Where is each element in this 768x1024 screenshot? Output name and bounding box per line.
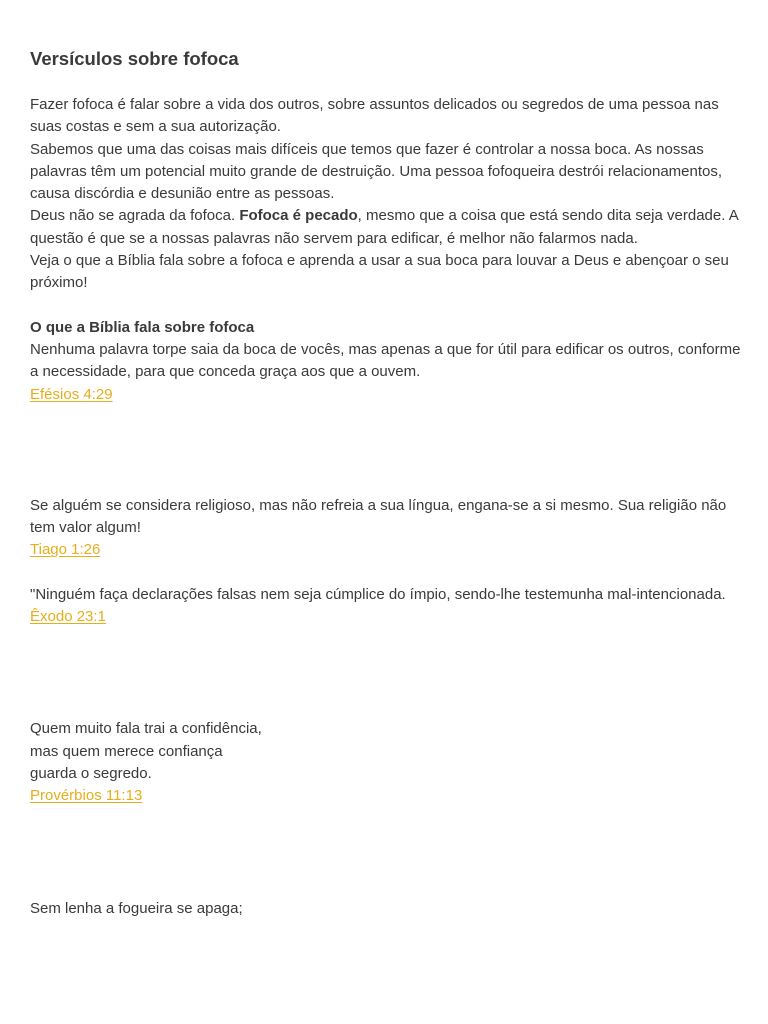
verse-reference-link[interactable]: Êxodo 23:1 — [30, 608, 106, 626]
verse-reference-link[interactable]: Tiago 1:26 — [30, 541, 101, 559]
spacer — [30, 808, 742, 898]
intro-paragraph-3 — [30, 205, 742, 250]
spacer — [30, 295, 742, 317]
verse-text: "Ninguém faça declarações falsas nem seja cúmplice do ímpio, sendo-lhe testemunha mal-intencionada. — [30, 585, 726, 603]
section-heading: O que a Bíblia fala sobre fofoca — [30, 318, 255, 336]
intro-section — [30, 94, 742, 295]
verse-line: mas quem merece confiança — [30, 742, 223, 760]
verse-block-1 — [30, 317, 742, 406]
page-title: Versículos sobre fofoca — [30, 48, 239, 69]
verse-line: Quem muito fala trai a confidência, — [30, 720, 262, 738]
spacer — [30, 628, 742, 718]
intro-paragraph-1: Fazer fofoca é falar sobre a vida dos outros, sobre assuntos delicados ou segredos de uma pessoa nas suas costas e sem a sua autorização. — [30, 96, 719, 136]
spacer — [30, 406, 742, 495]
verse-block-4 — [30, 718, 742, 807]
verse-text: Se alguém se considera religioso, mas não refreia a sua língua, engana-se a si mesmo. Sua religião não tem valor algum! — [30, 496, 727, 537]
verse-line: Sem lenha a fogueira se apaga; — [30, 899, 243, 917]
intro-paragraph-3-bold: Fofoca é pecado — [239, 207, 358, 225]
intro-paragraph-3-prefix: Deus não se agrada da fofoca. — [30, 207, 240, 225]
verse-block-2 — [30, 495, 742, 562]
verse-text: Nenhuma palavra torpe saia da boca de vocês, mas apenas a que for útil para edificar os outros, conforme a necessidade, para que conceda graça aos que a ouvem. — [30, 340, 741, 381]
spacer — [30, 562, 742, 584]
intro-paragraph-4: Veja o que a Bíblia fala sobre a fofoca e aprenda a usar a sua boca para louvar a Deus e abençoar o seu próximo! — [30, 252, 729, 292]
intro-paragraph-2: Sabemos que uma das coisas mais difíceis que temos que fazer é controlar a nossa boca. As nossas palavras têm um potencial muito grande de destruição. Uma pessoa fofoqueira destrói relacionamentos, causa discórdia e desunião entre as pessoas. — [30, 140, 723, 203]
verse-block-3 — [30, 584, 742, 629]
verse-block-5 — [30, 898, 742, 920]
verse-line: guarda o segredo. — [30, 764, 152, 782]
verse-reference-link[interactable]: Provérbios 11:13 — [30, 787, 143, 805]
verse-reference-link[interactable]: Efésios 4:29 — [30, 385, 113, 403]
intro-paragraph-3-suffix: , mesmo que a coisa que está sendo dita seja verdade. A questão é que se a nossas palavras não servem para edificar, é melhor não falarmos nada. — [30, 207, 738, 247]
